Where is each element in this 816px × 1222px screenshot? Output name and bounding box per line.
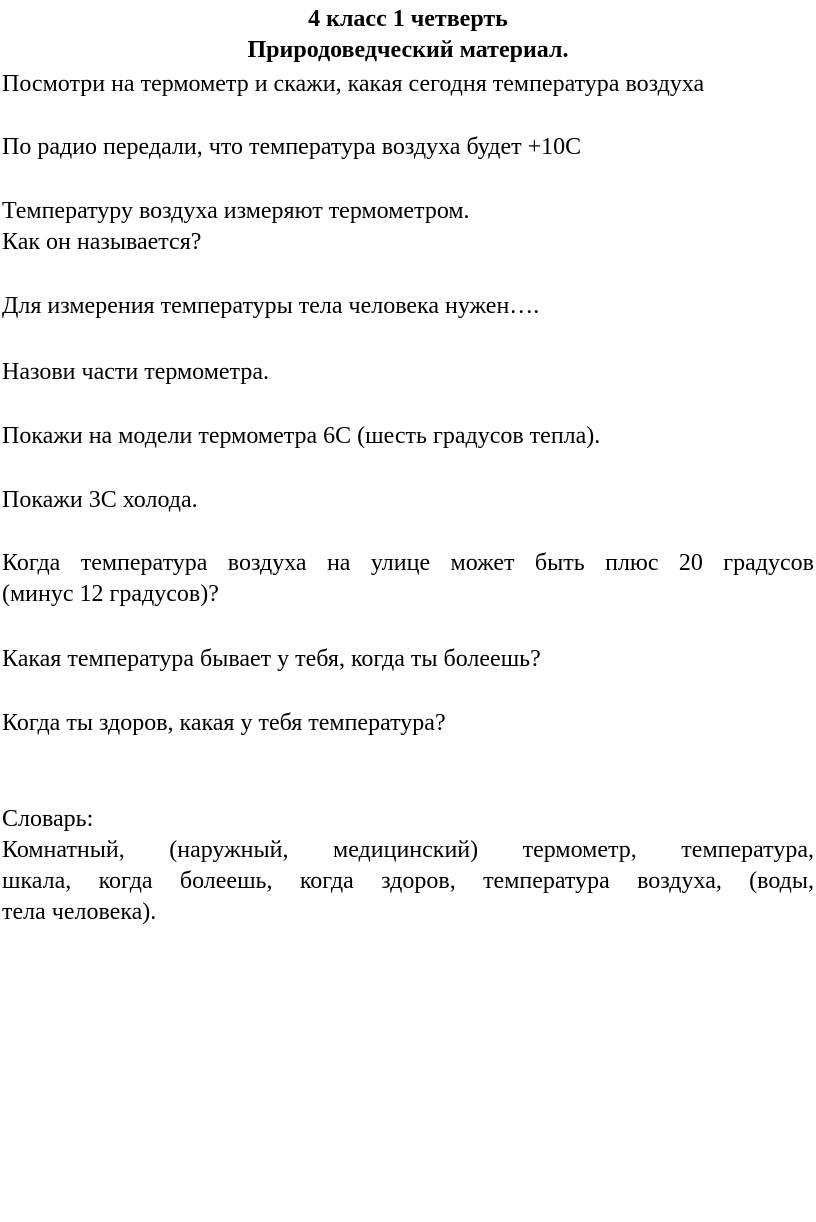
document-title-topic: Природоведческий материал. — [247, 37, 569, 63]
question-line: Для измерения температуры тела человека нужен…. — [2, 293, 540, 319]
question-line: Назови части термометра. — [2, 359, 269, 385]
vocabulary-line: Комнатный, (наружный, медицинский) термометр, температура, — [2, 837, 814, 863]
vocabulary-label: Словарь: — [2, 806, 94, 832]
question-paragraph — [2, 548, 814, 610]
question-line: Покажи на модели термометра 6С (шесть градусов тепла). — [2, 423, 601, 449]
vocabulary-paragraph — [2, 835, 814, 928]
vocabulary-line: шкала, когда болеешь, когда здоров, температура воздуха, (воды, — [2, 868, 814, 894]
question-line: Как он называется? — [2, 229, 202, 255]
vocabulary-line: тела человека). — [2, 899, 157, 925]
question-line: Когда ты здоров, какая у тебя температура? — [2, 710, 446, 736]
question-line: Температуру воздуха измеряют термометром. — [2, 198, 470, 224]
question-line: Когда температура воздуха на улице может быть плюс 20 градусов — [2, 550, 814, 576]
question-line: Какая температура бывает у тебя, когда ты болеешь? — [2, 646, 541, 672]
document-title-grade: 4 класс 1 четверть — [308, 6, 508, 32]
question-line: По радио передали, что температура воздуха будет +10С — [2, 134, 582, 160]
question-line: Посмотри на термометр и скажи, какая сегодня температура воздуха — [2, 71, 705, 97]
question-line: (минус 12 градусов)? — [2, 581, 219, 607]
question-line: Покажи 3С холода. — [2, 487, 198, 513]
